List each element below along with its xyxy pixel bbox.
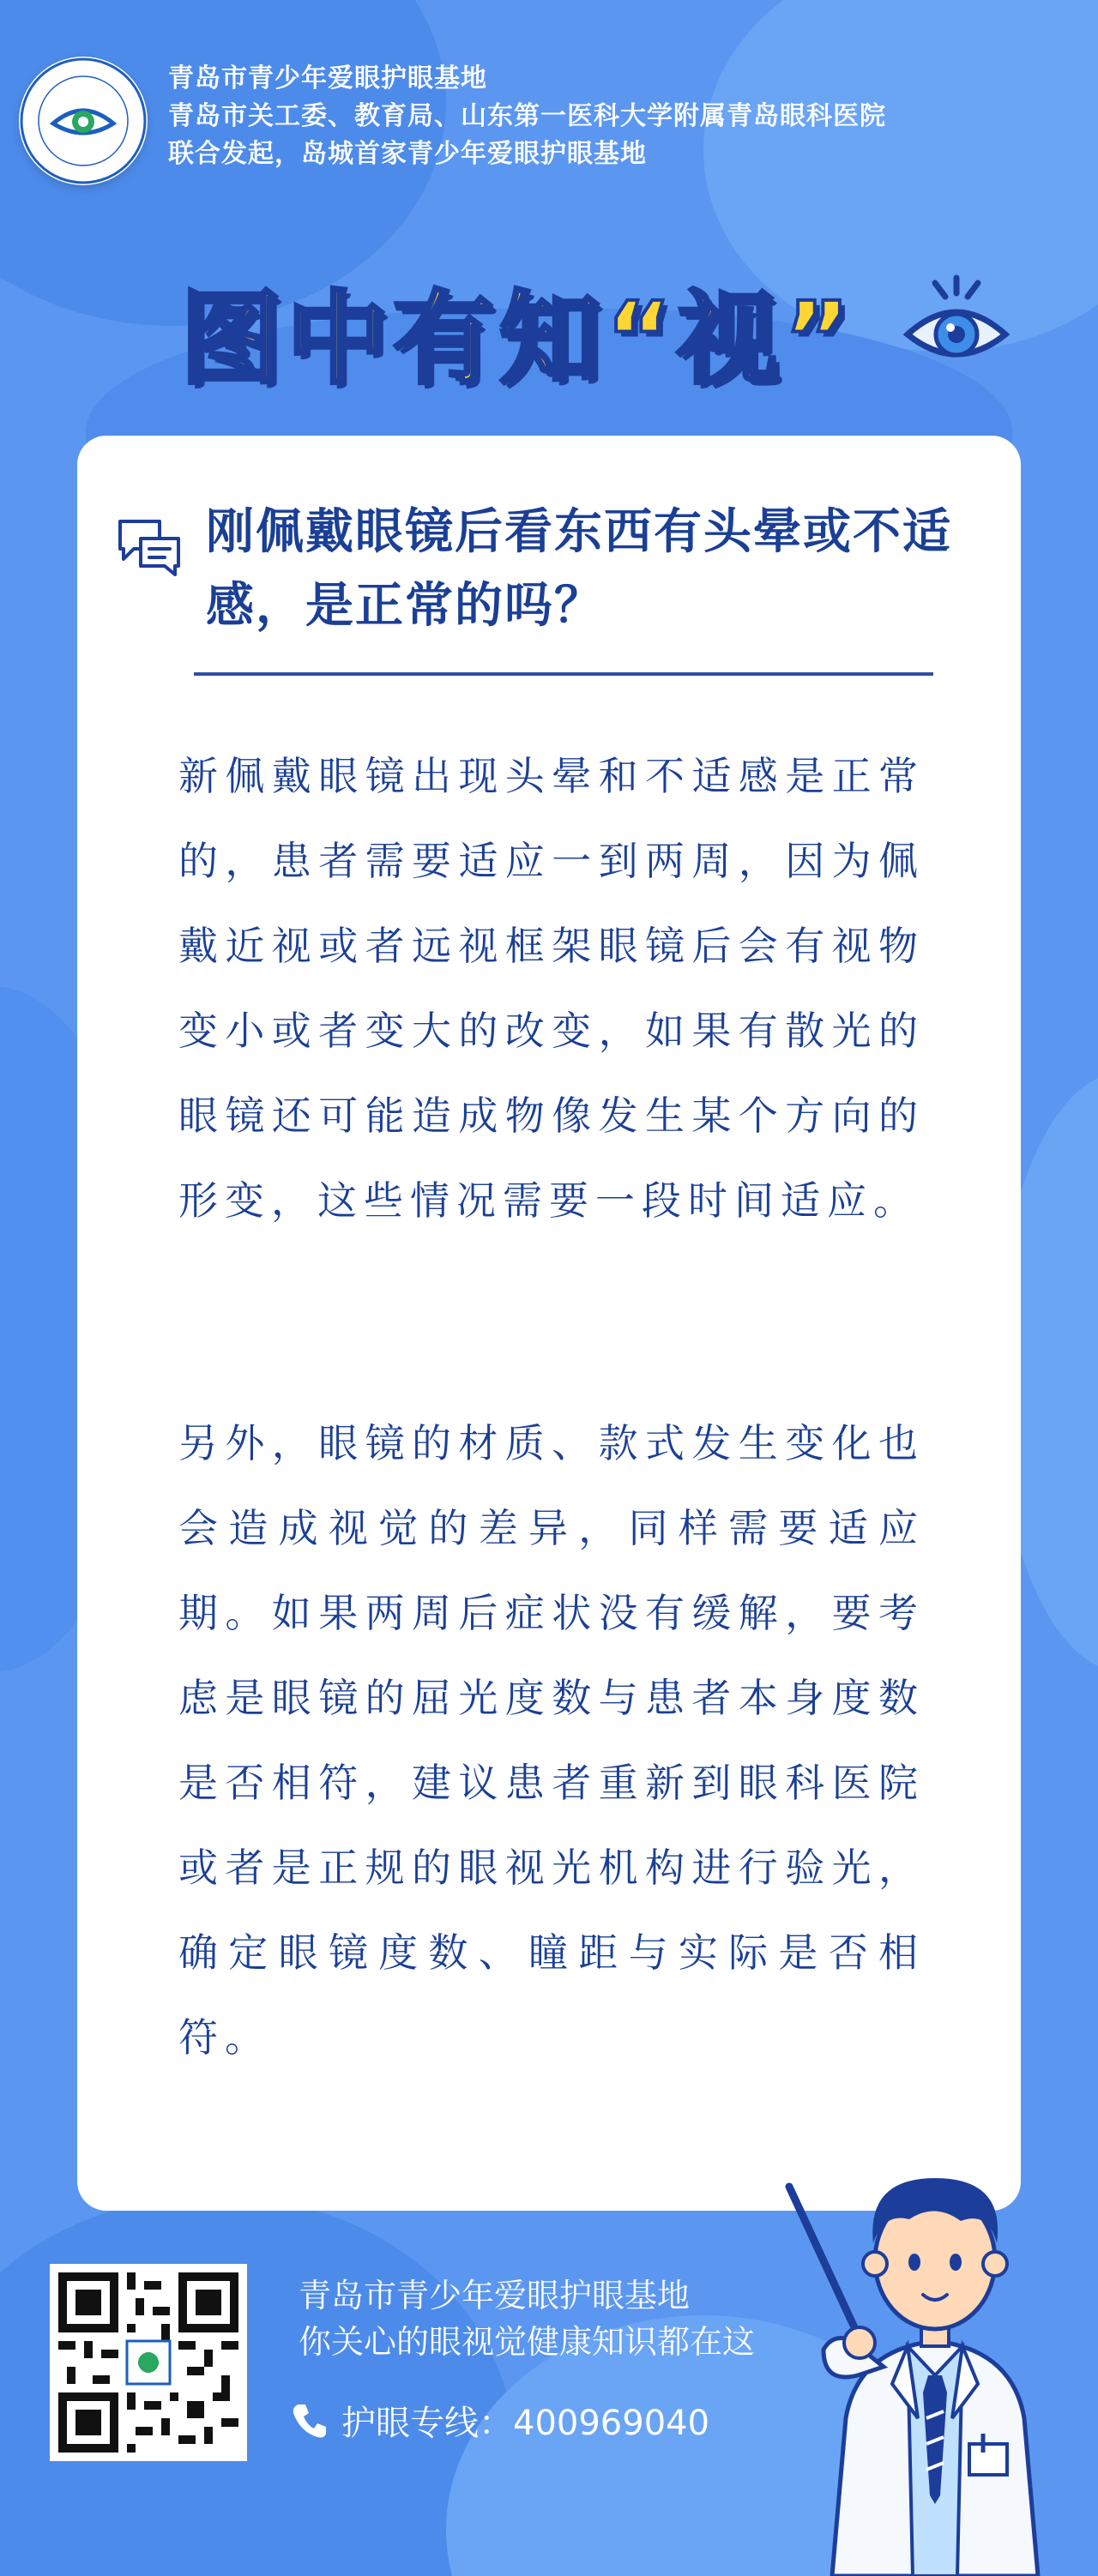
org-line-2: 青岛市关工委、教育局、山东第一医科大学附属青岛眼科医院 xyxy=(168,101,886,131)
organization-info xyxy=(168,60,886,173)
hotline-text: 护眼专线：400969040 xyxy=(341,2404,710,2443)
answer-paragraph-1: 新佩戴眼镜出现头晕和不适感是正常的，患者需要适应一到两周，因为佩戴近视或者远视框架眼镜后会有视物变小或者变大的改变，如果有散光的眼镜还可能造成物像发生某个方向的形变，这些情况需要一段时间适应。 xyxy=(178,753,925,1224)
hotline[interactable] xyxy=(290,2396,709,2445)
org-line-1: 青岛市青少年爱眼护眼基地 xyxy=(168,63,487,93)
answer-paragraph-2: 另外，眼镜的材质、款式发生变化也会造成视觉的差异，同样需要适应期。如果两周后症状没有缓解，要考虑是眼镜的屈光度数与患者本身度数是否相符，建议患者重新到眼科医院或者是正规的眼视光机构进行验光，确定眼镜度数、瞳距与实际是否相符。 xyxy=(178,1420,925,2061)
eye-logo-icon xyxy=(19,57,148,185)
eye-icon xyxy=(901,273,1012,376)
question-heading: 刚佩戴眼镜后看东西有头晕或不适感，是正常的吗？ xyxy=(206,504,952,634)
page-title: 图中有知“视” xyxy=(180,280,856,398)
chat-bubbles-icon xyxy=(115,515,184,580)
qr-code[interactable] xyxy=(50,2264,247,2461)
hospital-logo xyxy=(19,57,148,185)
doctor-mascot-illustration xyxy=(763,2092,1098,2576)
footer-info xyxy=(299,2272,755,2365)
footer-line-2: 你关心的眼视觉健康知识都在这 xyxy=(299,2323,756,2361)
footer-line-1: 青岛市青少年爱眼护眼基地 xyxy=(299,2277,691,2314)
content-card xyxy=(77,436,1021,2211)
org-line-3: 联合发起，岛城首家青少年爱眼护眼基地 xyxy=(168,139,647,169)
phone-icon xyxy=(290,2401,329,2441)
divider xyxy=(194,672,933,676)
qr-code-icon xyxy=(58,2272,238,2453)
